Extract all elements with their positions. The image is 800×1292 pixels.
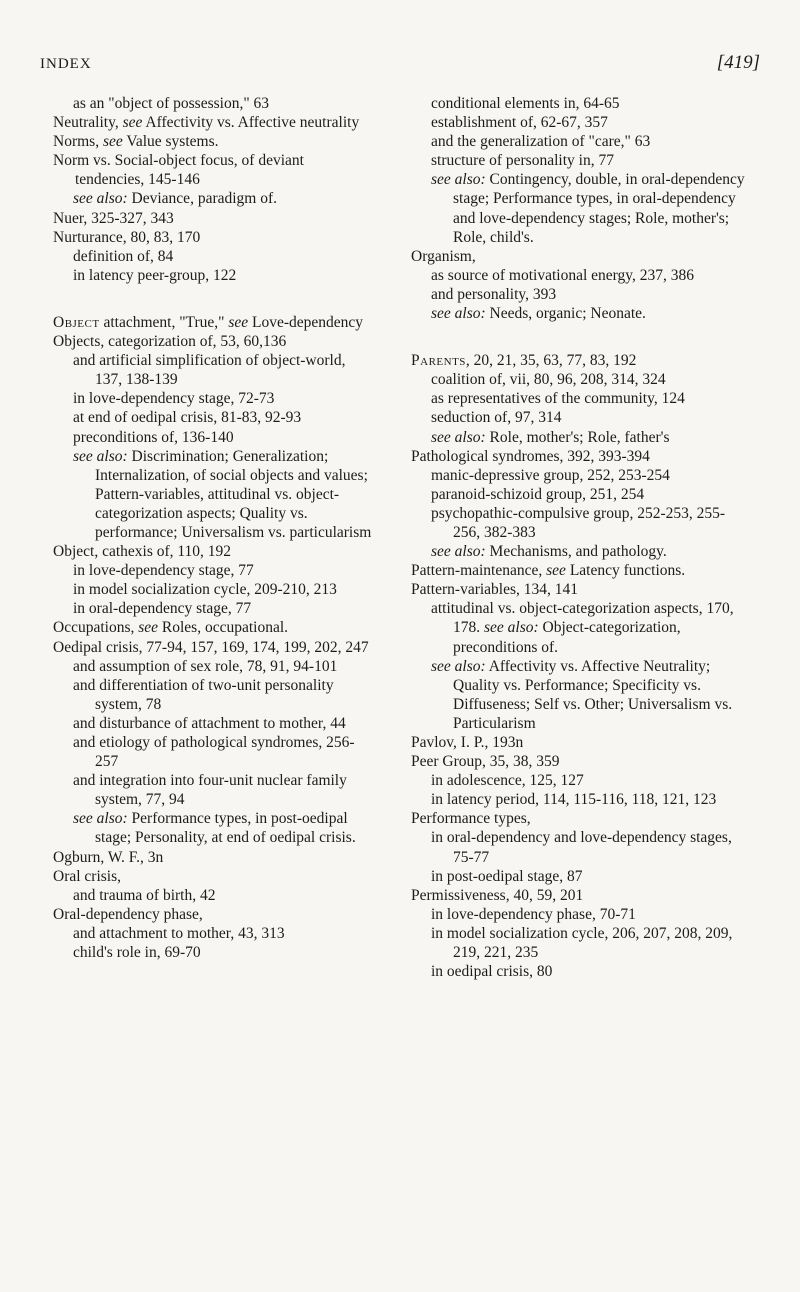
- entry-text: Ogburn, W. F., 3n: [53, 848, 164, 866]
- index-subentry: [411, 266, 746, 285]
- entry-text: and differentiation of two-unit personality system, 78: [73, 676, 334, 713]
- index-subentry: [411, 962, 746, 981]
- entry-text: at end of oedipal crisis, 81-83, 92-93: [73, 409, 302, 427]
- index-entry: [411, 809, 746, 828]
- index-entry: [53, 113, 373, 132]
- cross-reference-marker: see: [228, 313, 249, 331]
- entry-text: Oral crisis,: [53, 867, 122, 885]
- index-entry: [411, 247, 746, 266]
- index-subentry: [53, 599, 373, 618]
- index-subentry: [53, 676, 373, 714]
- index-subentry: [53, 247, 373, 266]
- entry-text: as representatives of the community, 124: [431, 390, 685, 408]
- entry-text: Objects, categorization of, 53, 60,136: [53, 333, 287, 351]
- cross-reference-marker: see also:: [431, 171, 486, 189]
- entry-text: in oral-dependency stage, 77: [73, 600, 252, 618]
- entry-text: in oral-dependency and love-dependency stages, 75-77: [431, 829, 732, 866]
- entry-text: and assumption of sex role, 78, 91, 94-101: [73, 657, 338, 675]
- entry-text: Norms,: [53, 133, 103, 151]
- index-entry: [53, 332, 373, 351]
- index-entry: [411, 447, 746, 466]
- page-number: [419]: [716, 52, 760, 73]
- page-header: [40, 52, 760, 82]
- index-subentry: [53, 657, 373, 676]
- index-subentry: [411, 408, 746, 427]
- entry-text: Nurturance, 80, 83, 170: [53, 228, 201, 246]
- index-entry: [411, 886, 746, 905]
- entry-text: Neutrality,: [53, 114, 123, 132]
- cross-reference-text: Performance types, in post-oedipal stage; Personality, at end of oedipal crisis.: [95, 810, 356, 847]
- index-subentry: [411, 504, 746, 542]
- cross-reference-text: Contingency, double, in oral-dependency stage; Performance types, in oral-dependency and love-dependency stages; Role, mother's; Role, child's.: [453, 171, 745, 246]
- entry-lead-word: Parents: [411, 352, 466, 370]
- cross-reference-marker: see also:: [431, 305, 486, 323]
- entry-text: as source of motivational energy, 237, 386: [431, 266, 695, 284]
- cross-reference-text: Value systems.: [122, 133, 219, 151]
- index-column-right: [411, 94, 746, 981]
- index-subentry: [411, 924, 746, 962]
- cross-reference-marker: see: [546, 562, 566, 580]
- entry-text: Pathological syndromes, 392, 393-394: [411, 447, 650, 465]
- cross-reference-text: Love-dependency: [248, 313, 364, 331]
- cross-reference-text: Affectivity vs. Affective Neutrality; Quality vs. Performance; Specificity vs. Diffuseness; Self vs. Other; Universalism vs. Particularism: [453, 657, 733, 732]
- cross-reference-marker: see also:: [73, 810, 128, 828]
- index-subentry: [411, 428, 746, 447]
- index-entry: [53, 151, 373, 189]
- index-subentry: [411, 771, 746, 790]
- entry-text: preconditions of, 136-140: [73, 428, 234, 446]
- entry-text: structure of personality in, 77: [431, 152, 614, 170]
- index-subentry: [411, 94, 746, 113]
- index-subentry: [411, 151, 746, 170]
- section-gap: [53, 285, 373, 313]
- cross-reference-text: Latency functions.: [565, 562, 686, 580]
- entry-text: seduction of, 97, 314: [431, 409, 562, 427]
- index-entry: [53, 313, 373, 332]
- entry-text: in oedipal crisis, 80: [431, 963, 553, 981]
- entry-text: and etiology of pathological syndromes, 256-257: [73, 734, 355, 771]
- entry-text: Pavlov, I. P., 193n: [411, 734, 524, 751]
- entry-text: and disturbance of attachment to mother, 44: [73, 714, 346, 732]
- index-subentry: [411, 466, 746, 485]
- index-subentry: [411, 485, 746, 504]
- cross-reference-marker: see also:: [431, 657, 486, 675]
- index-entry: [53, 638, 373, 657]
- index-subentry: [53, 561, 373, 580]
- cross-reference-text: Needs, organic; Neonate.: [485, 305, 646, 323]
- entry-text: conditional elements in, 64-65: [431, 95, 620, 112]
- entry-text: and trauma of birth, 42: [73, 886, 216, 904]
- entry-text: paranoid-schizoid group, 251, 254: [431, 485, 645, 503]
- index-subentry: [411, 304, 746, 323]
- index-subentry: [53, 351, 373, 389]
- entry-text: in love-dependency stage, 72-73: [73, 390, 275, 408]
- cross-reference-text: Deviance, paradigm of.: [127, 190, 278, 208]
- index-subentry: [53, 771, 373, 809]
- index-subentry: [53, 809, 373, 847]
- index-entry: [53, 132, 373, 151]
- index-subentry: [411, 599, 746, 656]
- entry-text: in latency peer-group, 122: [73, 266, 237, 284]
- index-entry: [411, 351, 746, 370]
- index-entry: [411, 580, 746, 599]
- index-entry: [53, 209, 373, 228]
- running-head: INDEX: [40, 56, 92, 72]
- index-subentry: [411, 542, 746, 561]
- index-entry: [411, 561, 746, 580]
- entry-text: psychopathic-compulsive group, 252-253, 255-256, 382-383: [431, 504, 726, 541]
- entry-text: establishment of, 62-67, 357: [431, 114, 608, 132]
- cross-reference-marker: see also:: [73, 190, 128, 208]
- entry-text: and attachment to mother, 43, 313: [73, 924, 285, 942]
- index-subentry: [411, 828, 746, 866]
- entry-text: as an "object of possession," 63: [73, 95, 270, 112]
- index-entry: [411, 733, 746, 752]
- entry-text: Pattern-variables, 134, 141: [411, 581, 579, 599]
- index-subentry: [53, 189, 373, 208]
- entry-text: Peer Group, 35, 38, 359: [411, 753, 560, 771]
- index-subentry: [53, 447, 373, 542]
- entry-text: Oedipal crisis, 77-94, 157, 169, 174, 199, 202, 247: [53, 638, 369, 656]
- entry-text: Oral-dependency phase,: [53, 905, 203, 923]
- index-subentry: [53, 714, 373, 733]
- index-subentry: [53, 428, 373, 447]
- entry-text: coalition of, vii, 80, 96, 208, 314, 324: [431, 371, 666, 389]
- cross-reference-marker: see also:: [73, 447, 128, 465]
- cross-reference-marker: see also:: [431, 428, 486, 446]
- cross-reference-marker: see: [122, 114, 143, 132]
- cross-reference-marker: see also:: [484, 619, 539, 637]
- entry-text: and personality, 393: [431, 285, 557, 303]
- index-entry: [53, 867, 373, 886]
- cross-reference-text: Object-categorization, preconditions of.: [453, 619, 681, 656]
- cross-reference-text: Roles, occupational.: [158, 619, 289, 637]
- index-subentry: [53, 924, 373, 943]
- cross-reference-marker: see: [138, 619, 159, 637]
- entry-text: manic-depressive group, 252, 253-254: [431, 466, 670, 484]
- entry-text: and integration into four-unit nuclear family system, 77, 94: [73, 772, 347, 809]
- cross-reference-marker: see also:: [431, 543, 486, 561]
- entry-text: Permissiveness, 40, 59, 201: [411, 886, 584, 904]
- entry-text: and artificial simplification of object-world, 137, 138-139: [73, 352, 346, 389]
- index-subentry: [411, 867, 746, 886]
- entry-text: Pattern-maintenance,: [411, 562, 547, 580]
- entry-text: Occupations,: [53, 619, 139, 637]
- index-column-left: [53, 94, 373, 962]
- entry-text: , 20, 21, 35, 63, 77, 83, 192: [465, 352, 637, 370]
- cross-reference-text: Role, mother's; Role, father's: [485, 428, 670, 446]
- index-entry: [411, 752, 746, 771]
- index-subentry: [53, 408, 373, 427]
- entry-text: Organism,: [411, 247, 476, 265]
- index-subentry: [411, 790, 746, 809]
- entry-text: Nuer, 325-327, 343: [53, 209, 174, 227]
- entry-text: Norm vs. Social-object focus, of deviant tendencies, 145-146: [53, 152, 304, 189]
- entry-text: in model socialization cycle, 206, 207, 208, 209, 219, 221, 235: [431, 924, 733, 962]
- entry-text: definition of, 84: [73, 247, 174, 265]
- cross-reference-text: Discrimination; Generalization; Internalization, of social objects and values; Pattern-variables, attitudinal vs. object-categorization aspects; Quality vs. performance; Universalism vs. particularism: [95, 447, 372, 541]
- index-entry: [53, 228, 373, 247]
- entry-text: child's role in, 69-70: [73, 944, 201, 962]
- entry-text: in model socialization cycle, 209-210, 213: [73, 581, 337, 599]
- index-subentry: [411, 389, 746, 408]
- cross-reference-marker: see: [102, 133, 123, 151]
- index-subentry: [411, 132, 746, 151]
- entry-text: attitudinal vs. object-categorization aspects, 170, 178.: [431, 600, 734, 637]
- index-subentry: [53, 580, 373, 599]
- index-subentry: [411, 905, 746, 924]
- entry-text: and the generalization of "care," 63: [431, 133, 651, 151]
- entry-text: attachment, "True,": [99, 313, 229, 331]
- index-subentry: [411, 657, 746, 733]
- index-subentry: [411, 370, 746, 389]
- index-subentry: [53, 389, 373, 408]
- index-entry: [53, 542, 373, 561]
- cross-reference-text: Mechanisms, and pathology.: [485, 543, 667, 561]
- index-subentry: [53, 943, 373, 962]
- index-entry: [53, 905, 373, 924]
- index-subentry: [53, 733, 373, 771]
- entry-text: in love-dependency phase, 70-71: [431, 905, 636, 923]
- entry-text: Performance types,: [411, 810, 531, 828]
- index-subentry: [411, 113, 746, 132]
- index-subentry: [411, 170, 746, 246]
- cross-reference-text: Affectivity vs. Affective neutrality: [142, 114, 360, 132]
- entry-lead-word: Object: [53, 313, 100, 331]
- section-gap: [411, 323, 746, 351]
- entry-text: in adolescence, 125, 127: [431, 772, 584, 790]
- index-entry: [53, 848, 373, 867]
- entry-text: in latency period, 114, 115-116, 118, 121, 123: [431, 791, 717, 809]
- index-subentry: [411, 285, 746, 304]
- index-subentry: [53, 94, 373, 113]
- entry-text: in love-dependency stage, 77: [73, 562, 254, 580]
- index-entry: [53, 618, 373, 637]
- entry-text: Object, cathexis of, 110, 192: [53, 543, 232, 561]
- entry-text: in post-oedipal stage, 87: [431, 867, 583, 885]
- index-subentry: [53, 886, 373, 905]
- index-subentry: [53, 266, 373, 285]
